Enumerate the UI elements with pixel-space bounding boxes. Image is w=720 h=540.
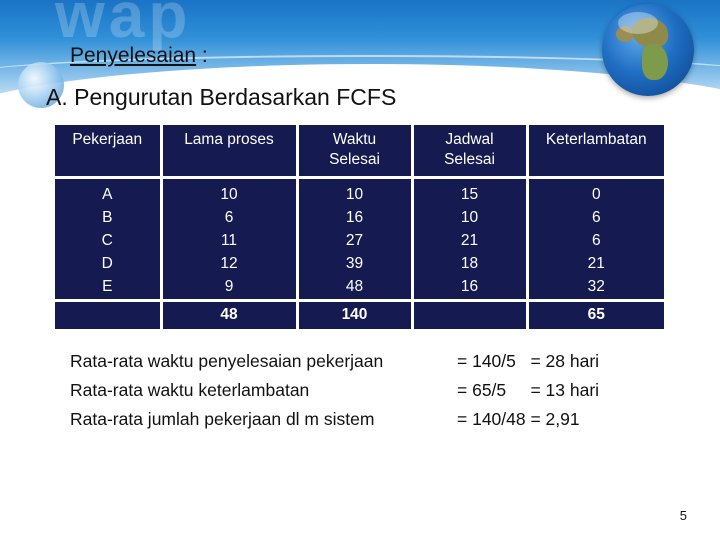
summary-label: Rata-rata waktu keterlambatan: [70, 380, 310, 400]
page-number: 5: [679, 508, 687, 523]
total-lama-proses: 48: [161, 301, 297, 330]
header-pekerjaan: Pekerjaan: [55, 125, 161, 178]
header-keterlambatan: Keterlambatan: [527, 125, 664, 178]
header-jadwal-selesai: Jadwal Selesai: [412, 125, 527, 178]
title-separator: :: [196, 44, 208, 67]
summary-value: = 65/5 = 13 hari: [457, 380, 600, 400]
summary-value: = 140/48 = 2,91: [457, 409, 580, 429]
table-header-row: [55, 125, 664, 178]
summary-label: Rata-rata waktu penyelesaian pekerjaan: [70, 351, 384, 371]
fcfs-table: [55, 125, 664, 329]
summary-row: [70, 347, 599, 376]
table-row: [55, 178, 664, 301]
globe-icon: [602, 4, 694, 96]
column-waktu-selesai: 10 16 27 39 48: [297, 178, 412, 301]
column-jadwal-selesai: 15 10 21 18 16: [412, 178, 527, 301]
total-jadwal-selesai: [412, 301, 527, 330]
totals-row: [55, 301, 664, 330]
summary-value: = 140/5 = 28 hari: [457, 351, 600, 371]
title-word: Penyelesaian: [70, 44, 197, 67]
summary-block: [70, 347, 599, 434]
column-lama-proses: 10 6 11 12 9: [161, 178, 297, 301]
total-pekerjaan: [55, 301, 161, 330]
header-lama-proses: Lama proses: [161, 125, 297, 178]
total-waktu-selesai: 140: [297, 301, 412, 330]
summary-label: Rata-rata jumlah pekerjaan dl m sistem: [70, 409, 375, 429]
column-keterlambatan: 0 6 6 21 32: [527, 178, 664, 301]
total-keterlambatan: 65: [527, 301, 664, 330]
watermark-text: wap: [55, 0, 192, 51]
slide-subtitle: A. Pengurutan Berdasarkan FCFS: [46, 84, 397, 110]
slide-title: [70, 44, 208, 68]
header-waktu-selesai: Waktu Selesai: [297, 125, 412, 178]
column-pekerjaan: A B C D E: [55, 178, 161, 301]
summary-row: [70, 376, 599, 405]
summary-row: [70, 405, 599, 434]
